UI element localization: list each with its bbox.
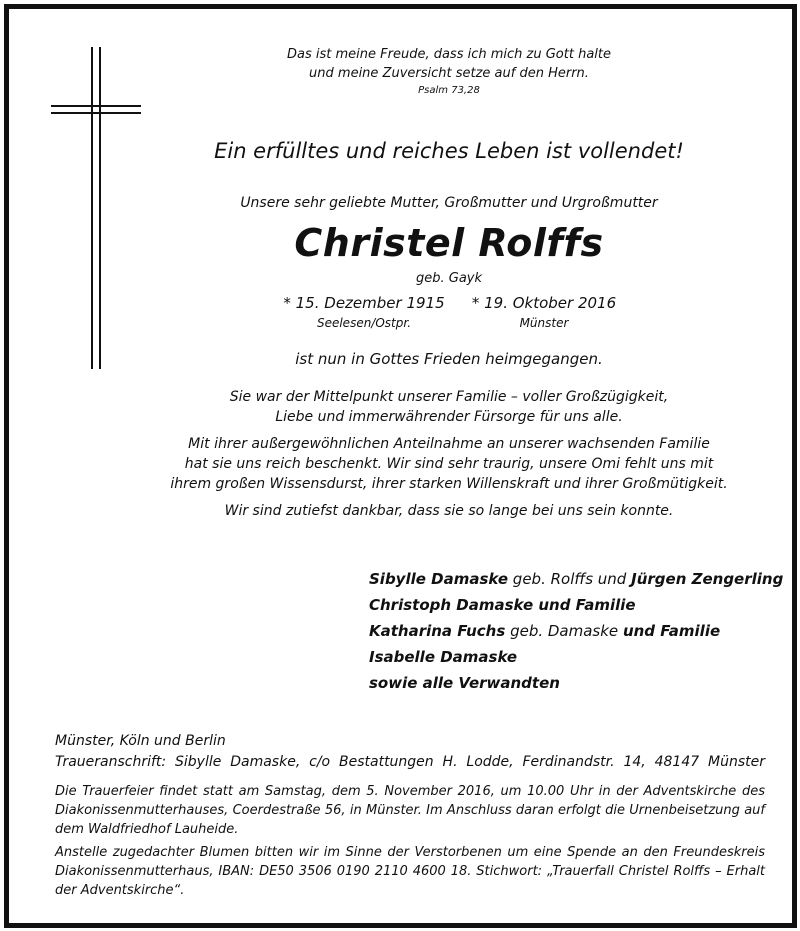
tribute-line: Mit ihrer außergewöhnlichen Anteilnahme an unserer wachsenden Familie [188, 436, 710, 452]
tribute-line: ihrem großen Wissensdurst, ihrer starken Willenskraft und ihrer Großmütigkeit. [170, 476, 728, 492]
tribute-line: Sie war der Mittelpunkt unserer Familie – voller Großzügigkeit, [229, 389, 669, 405]
signer-partner: Jürgen Zengerling [631, 570, 784, 588]
signer-name: Sibylle Damaske [369, 570, 509, 588]
tribute-paragraph-3 [159, 501, 739, 521]
birth-place: Seelesen/Ostpr. [316, 316, 412, 330]
tribute-text [159, 387, 739, 528]
intro-text: Unsere sehr geliebte Mutter, Großmutter und Urgroßmutter [240, 195, 658, 211]
death-date: * 19. Oktober 2016 [471, 294, 617, 312]
psalm-line-2: und meine Zuversicht setze auf den Herrn. [309, 66, 589, 81]
signer-4: Isabelle Damaske [369, 648, 518, 666]
psalm-quote [159, 45, 739, 99]
signer-maiden: geb. Damaske [510, 622, 619, 640]
donation-notice: Anstelle zugedachter Blumen bitten wir im Sinne der Verstorbenen um eine Spende an den Freundeskreis Diakonissenmutterhaus, IBAN: DE50 3506 0190 2110 4600 18. Stichwort: „Trauerfall Christel Rolffs – Erhalt der Adventskirche“. [55, 845, 765, 898]
places-line: Münster, Köln und Berlin [55, 733, 226, 749]
ceremony-notice: Die Trauerfeier findet statt am Samstag, dem 5. November 2016, um 10.00 Uhr in der Adventskirche des Diakonissenmutterhauses, Coerdestraße 56, in Münster. Im Anschluss daran erfolgt die Urnenbeisetzung auf dem Waldfriedhof Lauheide. [55, 784, 765, 837]
psalm-line-1: Das ist meine Freude, dass ich mich zu Gott halte [287, 47, 611, 62]
tribute-line: hat sie uns reich beschenkt. Wir sind sehr traurig, unsere Omi fehlt uns mit [184, 456, 714, 472]
signer-1 [369, 566, 783, 592]
peace-line: ist nun in Gottes Frieden heimgegangen. [295, 350, 603, 368]
signer-3 [369, 618, 783, 644]
tribute-paragraph-2 [159, 434, 739, 494]
mourning-address: Traueranschrift: Sibylle Damaske, c/o Bestattungen H. Lodde, Ferdinandstr. 14, 48147 Münster [55, 754, 765, 770]
deceased-name: Christel Rolffs [294, 221, 604, 265]
tribute-line: Wir sind zutiefst dankbar, dass sie so lange bei uns sein konnte. [224, 503, 674, 519]
headline: Ein erfülltes und reiches Leben ist vollendet! [214, 139, 684, 163]
birth-date: * 15. Dezember 1915 [283, 294, 445, 312]
signer-conjunction: und [597, 570, 627, 588]
psalm-reference: Psalm 73,28 [418, 85, 480, 96]
tribute-line: Liebe und immerwährender Fürsorge für uns alle. [275, 409, 623, 425]
signers-list [369, 566, 783, 696]
maiden-name: geb. Gayk [415, 271, 483, 286]
obituary-frame [4, 4, 797, 928]
tribute-paragraph-1 [159, 387, 739, 427]
signer-family: und Familie [622, 622, 721, 640]
signer-5: sowie alle Verwandten [369, 674, 560, 692]
death-info [459, 294, 629, 330]
signer-maiden: geb. Rolffs [512, 570, 594, 588]
death-place: Münster [519, 316, 569, 330]
signer-2: Christoph Damaske und Familie [369, 596, 636, 614]
birth-info [279, 294, 449, 330]
cross-icon [51, 47, 121, 369]
signer-name: Katharina Fuchs [369, 622, 506, 640]
